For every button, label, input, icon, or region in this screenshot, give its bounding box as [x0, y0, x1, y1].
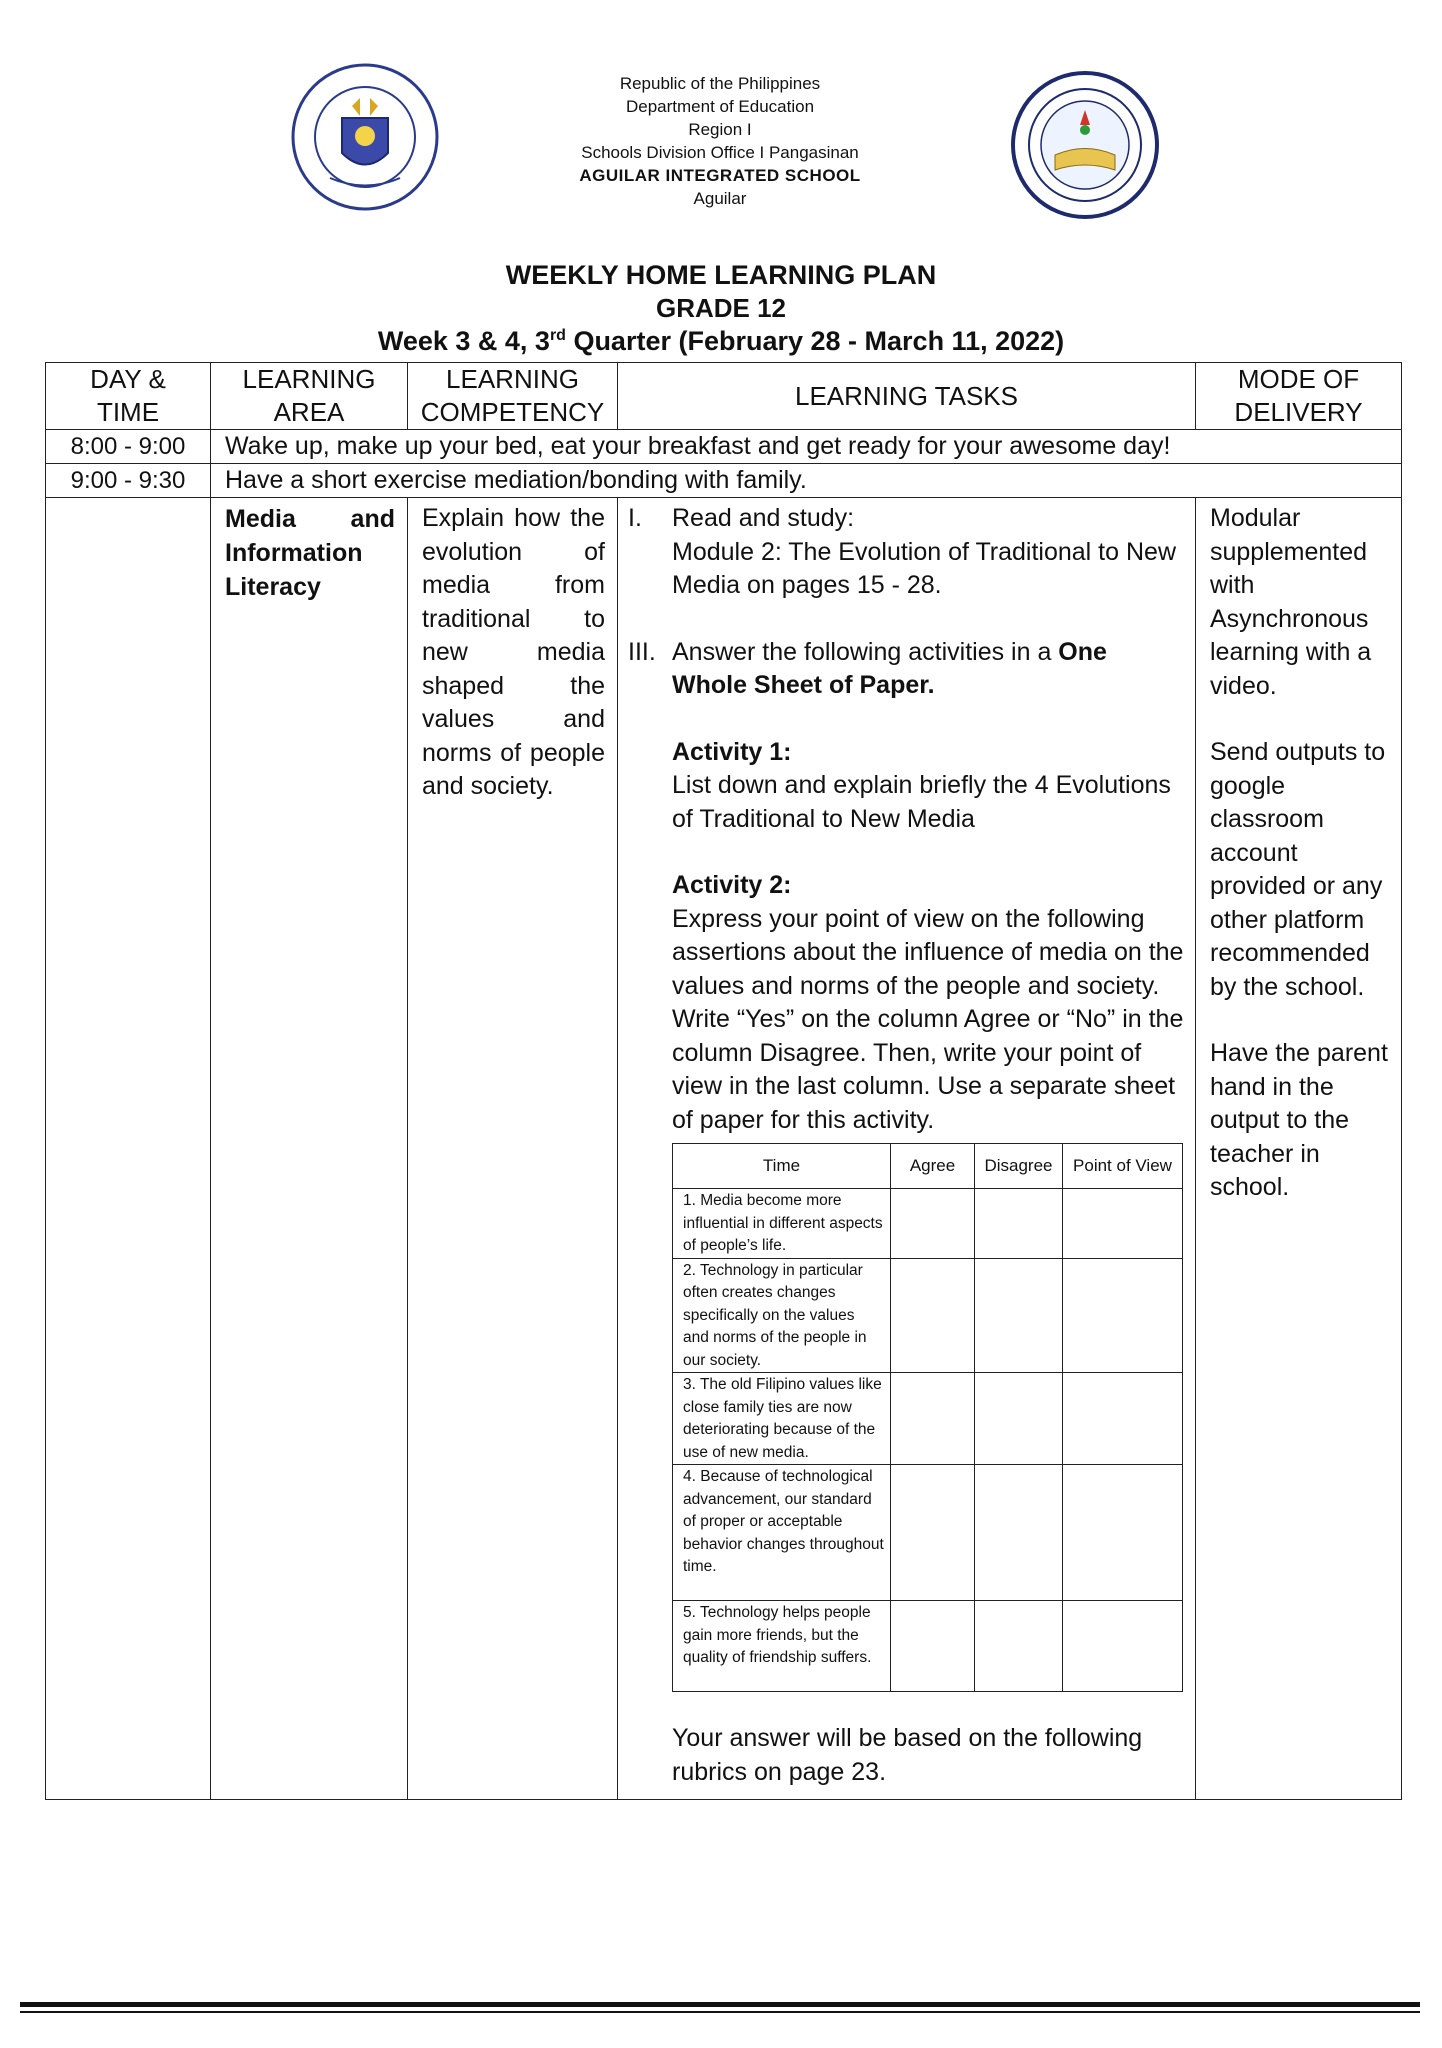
agree-cell[interactable]	[891, 1601, 975, 1692]
activity-1	[672, 736, 1185, 837]
activity-text: Express your point of view on the following assertions about the influence of media on the values and norms of the people and society. Write “Yes” on the column Agree or “No” in the column Disagree. Then, write your point of view in the last column. Use a separate sheet of paper for this activity.	[672, 904, 1184, 1134]
table-row	[673, 1189, 1183, 1259]
disagree-cell[interactable]	[975, 1373, 1063, 1465]
letterhead-line: Schools Division Office I Pangasinan	[581, 143, 859, 162]
task-number: I.	[628, 504, 642, 532]
point-of-view-cell[interactable]	[1063, 1258, 1183, 1373]
table-header-row	[46, 363, 1402, 430]
point-of-view-cell[interactable]	[1063, 1373, 1183, 1465]
task-item-3	[628, 636, 1185, 703]
point-of-view-cell[interactable]	[1063, 1465, 1183, 1601]
quarter-title	[0, 324, 1442, 358]
header-learning-area: LEARNING AREA	[211, 363, 408, 430]
col-agree: Agree	[891, 1144, 975, 1189]
letterhead-line: Department of Education	[625, 97, 815, 116]
letterhead-line: Region I	[688, 120, 752, 139]
activity-table-header	[673, 1144, 1183, 1189]
table-row	[673, 1601, 1183, 1692]
task-item-1	[628, 502, 1185, 603]
activity-title: Activity 1:	[672, 737, 792, 766]
agree-cell[interactable]	[891, 1373, 975, 1465]
table-row	[673, 1465, 1183, 1601]
quarter-title-post: Quarter (February 28 - March 11, 2022)	[565, 326, 1065, 356]
header-mode-of-delivery: MODE OF DELIVERY	[1196, 363, 1402, 430]
footer-rule	[20, 2002, 1420, 2007]
rubrics-note: Your answer will be based on the following rubrics on page 23.	[672, 1724, 1143, 1786]
activity-2	[672, 869, 1185, 1137]
table-row	[673, 1258, 1183, 1373]
learning-plan-table	[45, 362, 1402, 1800]
header-learning-competency: LEARNING COMPETENCY	[408, 363, 618, 430]
letterhead	[470, 72, 970, 210]
mode-of-delivery	[1196, 498, 1402, 1800]
activity-text: List down and explain briefly the 4 Evolutions of Traditional to New Media	[672, 771, 1171, 833]
col-point-of-view: Point of View	[1063, 1144, 1183, 1189]
activity-title: Activity 2:	[672, 871, 792, 899]
disagree-cell[interactable]	[975, 1601, 1063, 1692]
schedule-activity: Have a short exercise mediation/bonding with family.	[211, 464, 1402, 498]
footer-rule-thin	[20, 2011, 1420, 2013]
learning-tasks	[618, 498, 1196, 1800]
assertion-text: 5. Technology helps people gain more friends, but the quality of friendship suffers.	[673, 1601, 891, 1692]
quarter-title-sup: rd	[549, 327, 566, 344]
header-day-time: DAY & TIME	[46, 363, 211, 430]
learning-competency: Explain how the evolution of media from traditional to new media shaped the values and norms of people and society.	[408, 498, 618, 1800]
task-text: Module 2: The Evolution of Traditional to New Media on pages 15 - 28.	[672, 537, 1176, 599]
quarter-title-pre: Week 3 & 4, 3	[377, 326, 550, 356]
assertion-text: 2. Technology in particular often creates changes specifically on the values and norms of the people in our society.	[673, 1258, 891, 1373]
assertion-text: 4. Because of technological advancement, our standard of proper or acceptable behavior changes throughout time.	[673, 1465, 891, 1601]
plan-titles	[0, 258, 1442, 358]
letterhead-line: Republic of the Philippines	[619, 74, 821, 93]
schedule-row	[46, 464, 1402, 498]
assertion-text: 1. Media become more influential in different aspects of people’s life.	[673, 1189, 891, 1259]
task-text: Read and study:	[672, 504, 855, 532]
sdo-pangasinan-seal-logo	[1010, 70, 1160, 220]
disagree-cell[interactable]	[975, 1258, 1063, 1373]
disagree-cell[interactable]	[975, 1465, 1063, 1601]
disagree-cell[interactable]	[975, 1189, 1063, 1259]
task-number: III.	[628, 637, 656, 666]
point-of-view-cell[interactable]	[1063, 1189, 1183, 1259]
lesson-time-cell	[46, 498, 211, 1800]
deped-seal-logo	[290, 58, 440, 216]
school-town: Aguilar	[693, 189, 747, 208]
activity-2-table	[672, 1143, 1183, 1692]
learning-area: Media and Information Literacy	[211, 498, 408, 1800]
header-learning-tasks: LEARNING TASKS	[618, 363, 1196, 430]
schedule-activity: Wake up, make up your bed, eat your breakfast and get ready for your awesome day!	[211, 430, 1402, 464]
grade-title: GRADE 12	[655, 293, 787, 323]
school-name: AGUILAR INTEGRATED SCHOOL	[579, 166, 861, 185]
mode-paragraph: Send outputs to google classroom account provided or any other platform recommended by the school.	[1210, 738, 1386, 1001]
agree-cell[interactable]	[891, 1258, 975, 1373]
schedule-time: 8:00 - 9:00	[46, 430, 211, 464]
plan-title: WEEKLY HOME LEARNING PLAN	[505, 260, 937, 290]
assertion-text: 3. The old Filipino values like close family ties are now deteriorating because of the use of new media.	[673, 1373, 891, 1465]
schedule-row	[46, 430, 1402, 464]
agree-cell[interactable]	[891, 1465, 975, 1601]
col-disagree: Disagree	[975, 1144, 1063, 1189]
schedule-time: 9:00 - 9:30	[46, 464, 211, 498]
table-row	[673, 1373, 1183, 1465]
lesson-row	[46, 498, 1402, 1800]
mode-paragraph: Have the parent hand in the output to the teacher in school.	[1210, 1039, 1388, 1201]
task-text: Answer the following activities in a One Whole Sheet of Paper.	[672, 637, 1107, 699]
col-time: Time	[673, 1144, 891, 1189]
point-of-view-cell[interactable]	[1063, 1601, 1183, 1692]
agree-cell[interactable]	[891, 1189, 975, 1259]
mode-paragraph: Modular supplemented with Asynchronous learning with a video.	[1210, 504, 1372, 700]
